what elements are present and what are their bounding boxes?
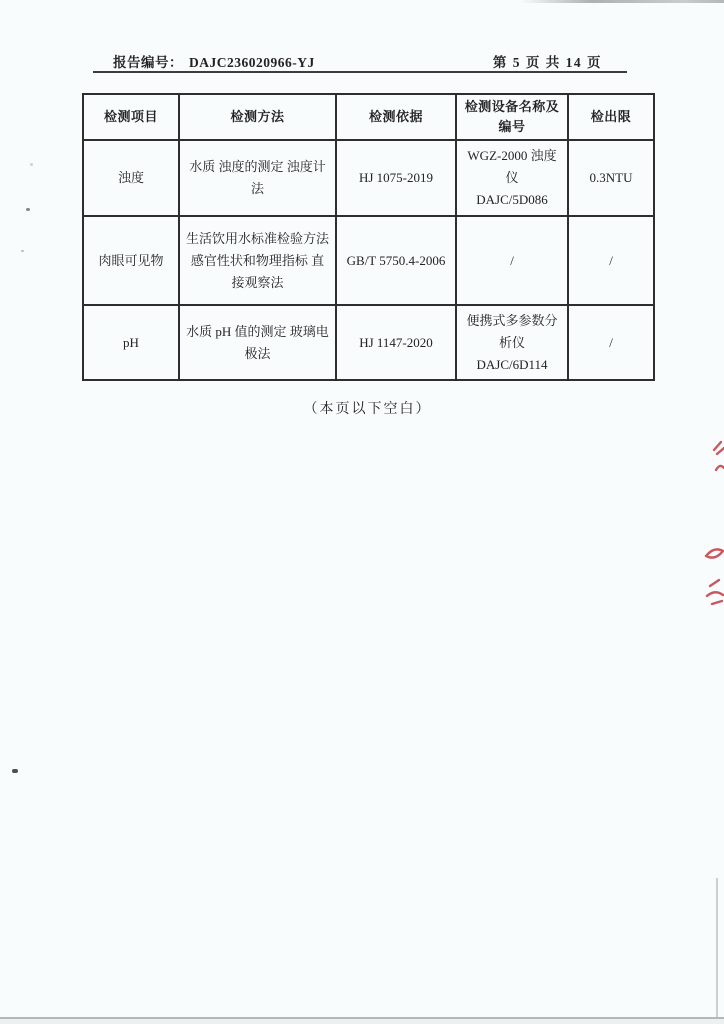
column-header-detection-limit: 检出限	[568, 94, 654, 140]
scan-artifact-right-edge	[716, 878, 718, 1024]
header-divider-line	[93, 71, 627, 73]
red-ink-bleed-marks	[698, 438, 724, 608]
cell-detection-limit: 0.3NTU	[568, 140, 654, 216]
cell-detection-limit: /	[568, 305, 654, 380]
report-number	[113, 51, 315, 71]
column-header-test-basis: 检测依据	[336, 94, 456, 140]
scan-artifact-top-edge	[520, 0, 724, 3]
report-number-label: 报告编号：	[113, 55, 183, 70]
column-header-test-method: 检测方法	[179, 94, 336, 140]
table-row-visible-matter	[83, 216, 654, 305]
equipment-name: WGZ-2000 浊度仪	[467, 148, 557, 185]
cell-test-method: 水质 浊度的测定 浊度计法	[179, 140, 336, 216]
cell-test-method: 水质 pH 值的测定 玻璃电极法	[179, 305, 336, 380]
scan-speck	[12, 769, 18, 773]
cell-test-method: 生活饮用水标准检验方法 感官性状和物理指标 直接观察法	[179, 216, 336, 305]
cell-test-item: pH	[83, 305, 179, 380]
equipment-name: 便携式多参数分析仪	[466, 312, 558, 350]
cell-test-basis: HJ 1075-2019	[336, 140, 456, 216]
page-indicator: 第 5 页 共 14 页	[492, 55, 602, 70]
cell-equipment	[456, 140, 568, 216]
scan-speck	[30, 163, 33, 166]
test-results-table	[82, 93, 655, 381]
equipment-code: DAJC/6D114	[476, 356, 548, 372]
table-row-ph	[83, 305, 654, 380]
scan-artifact-bottom-strip	[0, 1019, 724, 1024]
equipment-name: /	[510, 252, 514, 268]
scan-artifact-bottom-edge	[0, 1017, 724, 1019]
cell-test-item: 肉眼可见物	[83, 216, 179, 305]
report-number-value: DAJC236020966-YJ	[189, 55, 315, 70]
column-header-equipment: 检测设备名称及编号	[456, 94, 568, 140]
page-blank-note: （本页以下空白）	[303, 402, 432, 417]
cell-equipment	[456, 305, 568, 380]
cell-test-item: 浊度	[83, 140, 179, 216]
scan-speck	[26, 208, 30, 211]
table-header-row	[83, 94, 654, 140]
cell-test-basis: GB/T 5750.4-2006	[336, 216, 456, 305]
column-header-test-item: 检测项目	[83, 94, 179, 140]
cell-detection-limit: /	[568, 216, 654, 305]
cell-test-basis: HJ 1147-2020	[336, 305, 456, 380]
table-row-turbidity	[83, 140, 654, 216]
cell-equipment	[456, 216, 568, 305]
equipment-code: DAJC/5D086	[476, 192, 548, 207]
scan-speck	[21, 250, 24, 252]
